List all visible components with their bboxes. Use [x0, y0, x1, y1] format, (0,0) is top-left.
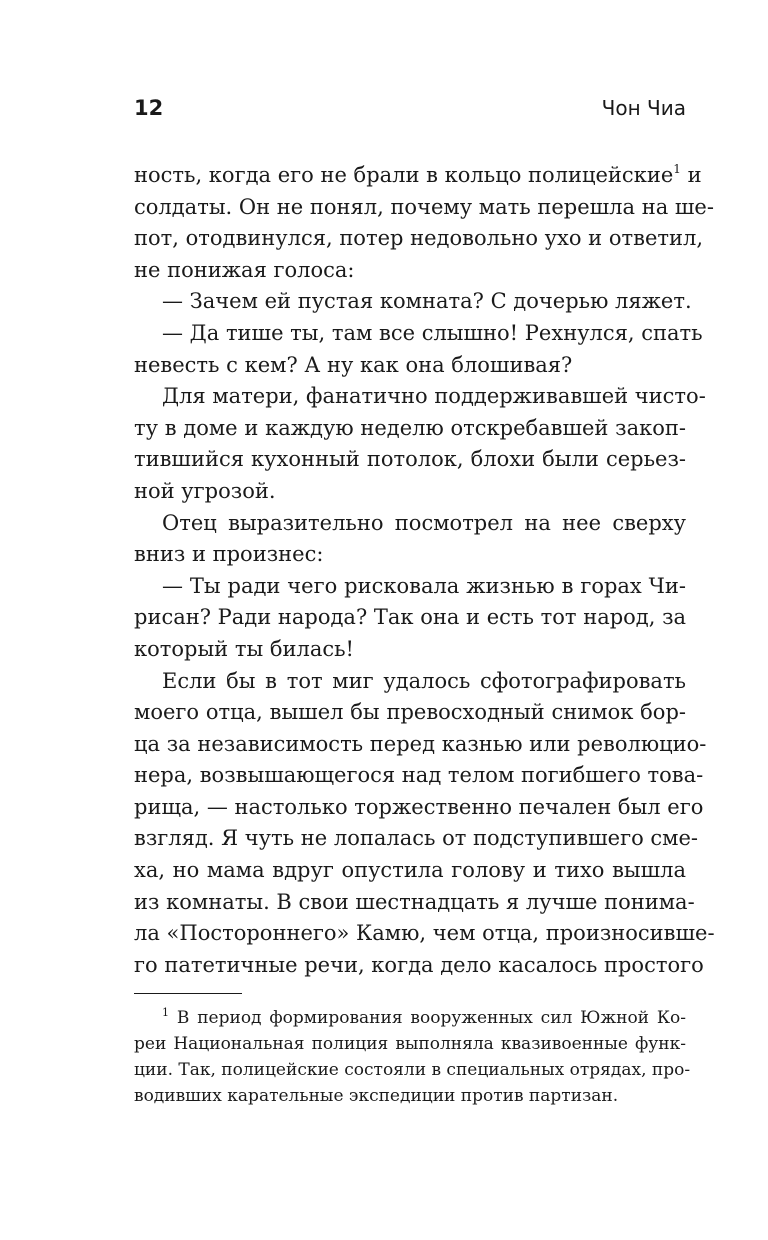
- text-line: го патетичные речи, когда дело касалось простого: [134, 952, 704, 977]
- text-line: Отец выразительно посмотрел на нее сверху: [162, 510, 686, 535]
- text-line: рисан? Ради народа? Так она и есть тот народ, за: [134, 605, 687, 630]
- footnote-line: ции. Так, полицейские состояли в специальных отрядах, про-: [134, 1060, 691, 1080]
- text-line: пот, отодвинулся, потер недовольно ухо и ответил,: [134, 226, 703, 251]
- body-text: [134, 160, 715, 981]
- text-line: вниз и произнес:: [134, 542, 324, 567]
- text-line: Если бы в тот миг удалось сфотографировать: [162, 668, 686, 693]
- text-line: солдаты. Он не понял, почему мать перешла на ше-: [134, 194, 714, 219]
- footnote-line: $^1$ В период формирования вооруженных сил Южной Ко-: [162, 1006, 686, 1028]
- footnote-marker: 1: [162, 1006, 169, 1019]
- footnote-line: водивших карательные экспедиции против партизан.: [134, 1086, 619, 1106]
- text-line: ной угрозой.: [134, 478, 276, 503]
- text-line: — Зачем ей пустая комната? С дочерью ляжет.: [162, 289, 692, 314]
- text-line: Для матери, фанатично поддерживавшей чисто-: [162, 384, 706, 409]
- footnote-divider: [134, 993, 242, 994]
- footnote-reference[interactable]: 1: [673, 162, 681, 176]
- text-line: — Ты ради чего рисковала жизнью в горах Чи-: [162, 573, 686, 598]
- running-title: Чон Чиа: [601, 96, 686, 120]
- text-line: не понижая голоса:: [134, 257, 355, 282]
- text-line: невесть с кем? А ну как она блошивая?: [134, 352, 573, 377]
- footnote: [134, 1005, 691, 1109]
- page-number: 12: [134, 96, 164, 120]
- text-line: из комнаты. В свои шестнадцать я лучше понима-: [134, 889, 695, 914]
- text-line: ца за независимость перед казнью или революцио-: [134, 731, 707, 756]
- footnote-line: реи Национальная полиция выполняла квазивоенные функ-: [134, 1034, 686, 1054]
- text-line: нера, возвышающегося над телом погибшего това-: [134, 763, 704, 788]
- text-line: тившийся кухонный потолок, блохи были серьез-: [134, 447, 686, 472]
- text-line: моего отца, вышел бы превосходный снимок бор-: [134, 700, 686, 725]
- text-line: ла «Постороннего» Камю, чем отца, произносивше-: [134, 921, 715, 946]
- text-line: ность, когда его не брали в кольцо полицейские$^1$ и: [134, 162, 702, 187]
- text-line: рища, — настолько торжественно печален был его: [134, 794, 704, 819]
- text-line: взгляд. Я чуть не лопалась от подступившего сме-: [134, 826, 699, 851]
- text-line: ту в доме и каждую неделю отскребавшей закоп-: [134, 415, 686, 440]
- text-line: — Да тише ты, там все слышно! Рехнулся, спать: [162, 320, 703, 345]
- text-line: который ты билась!: [134, 636, 354, 661]
- text-line: ха, но мама вдруг опустила голову и тихо вышла: [134, 858, 686, 883]
- running-header: [134, 96, 686, 126]
